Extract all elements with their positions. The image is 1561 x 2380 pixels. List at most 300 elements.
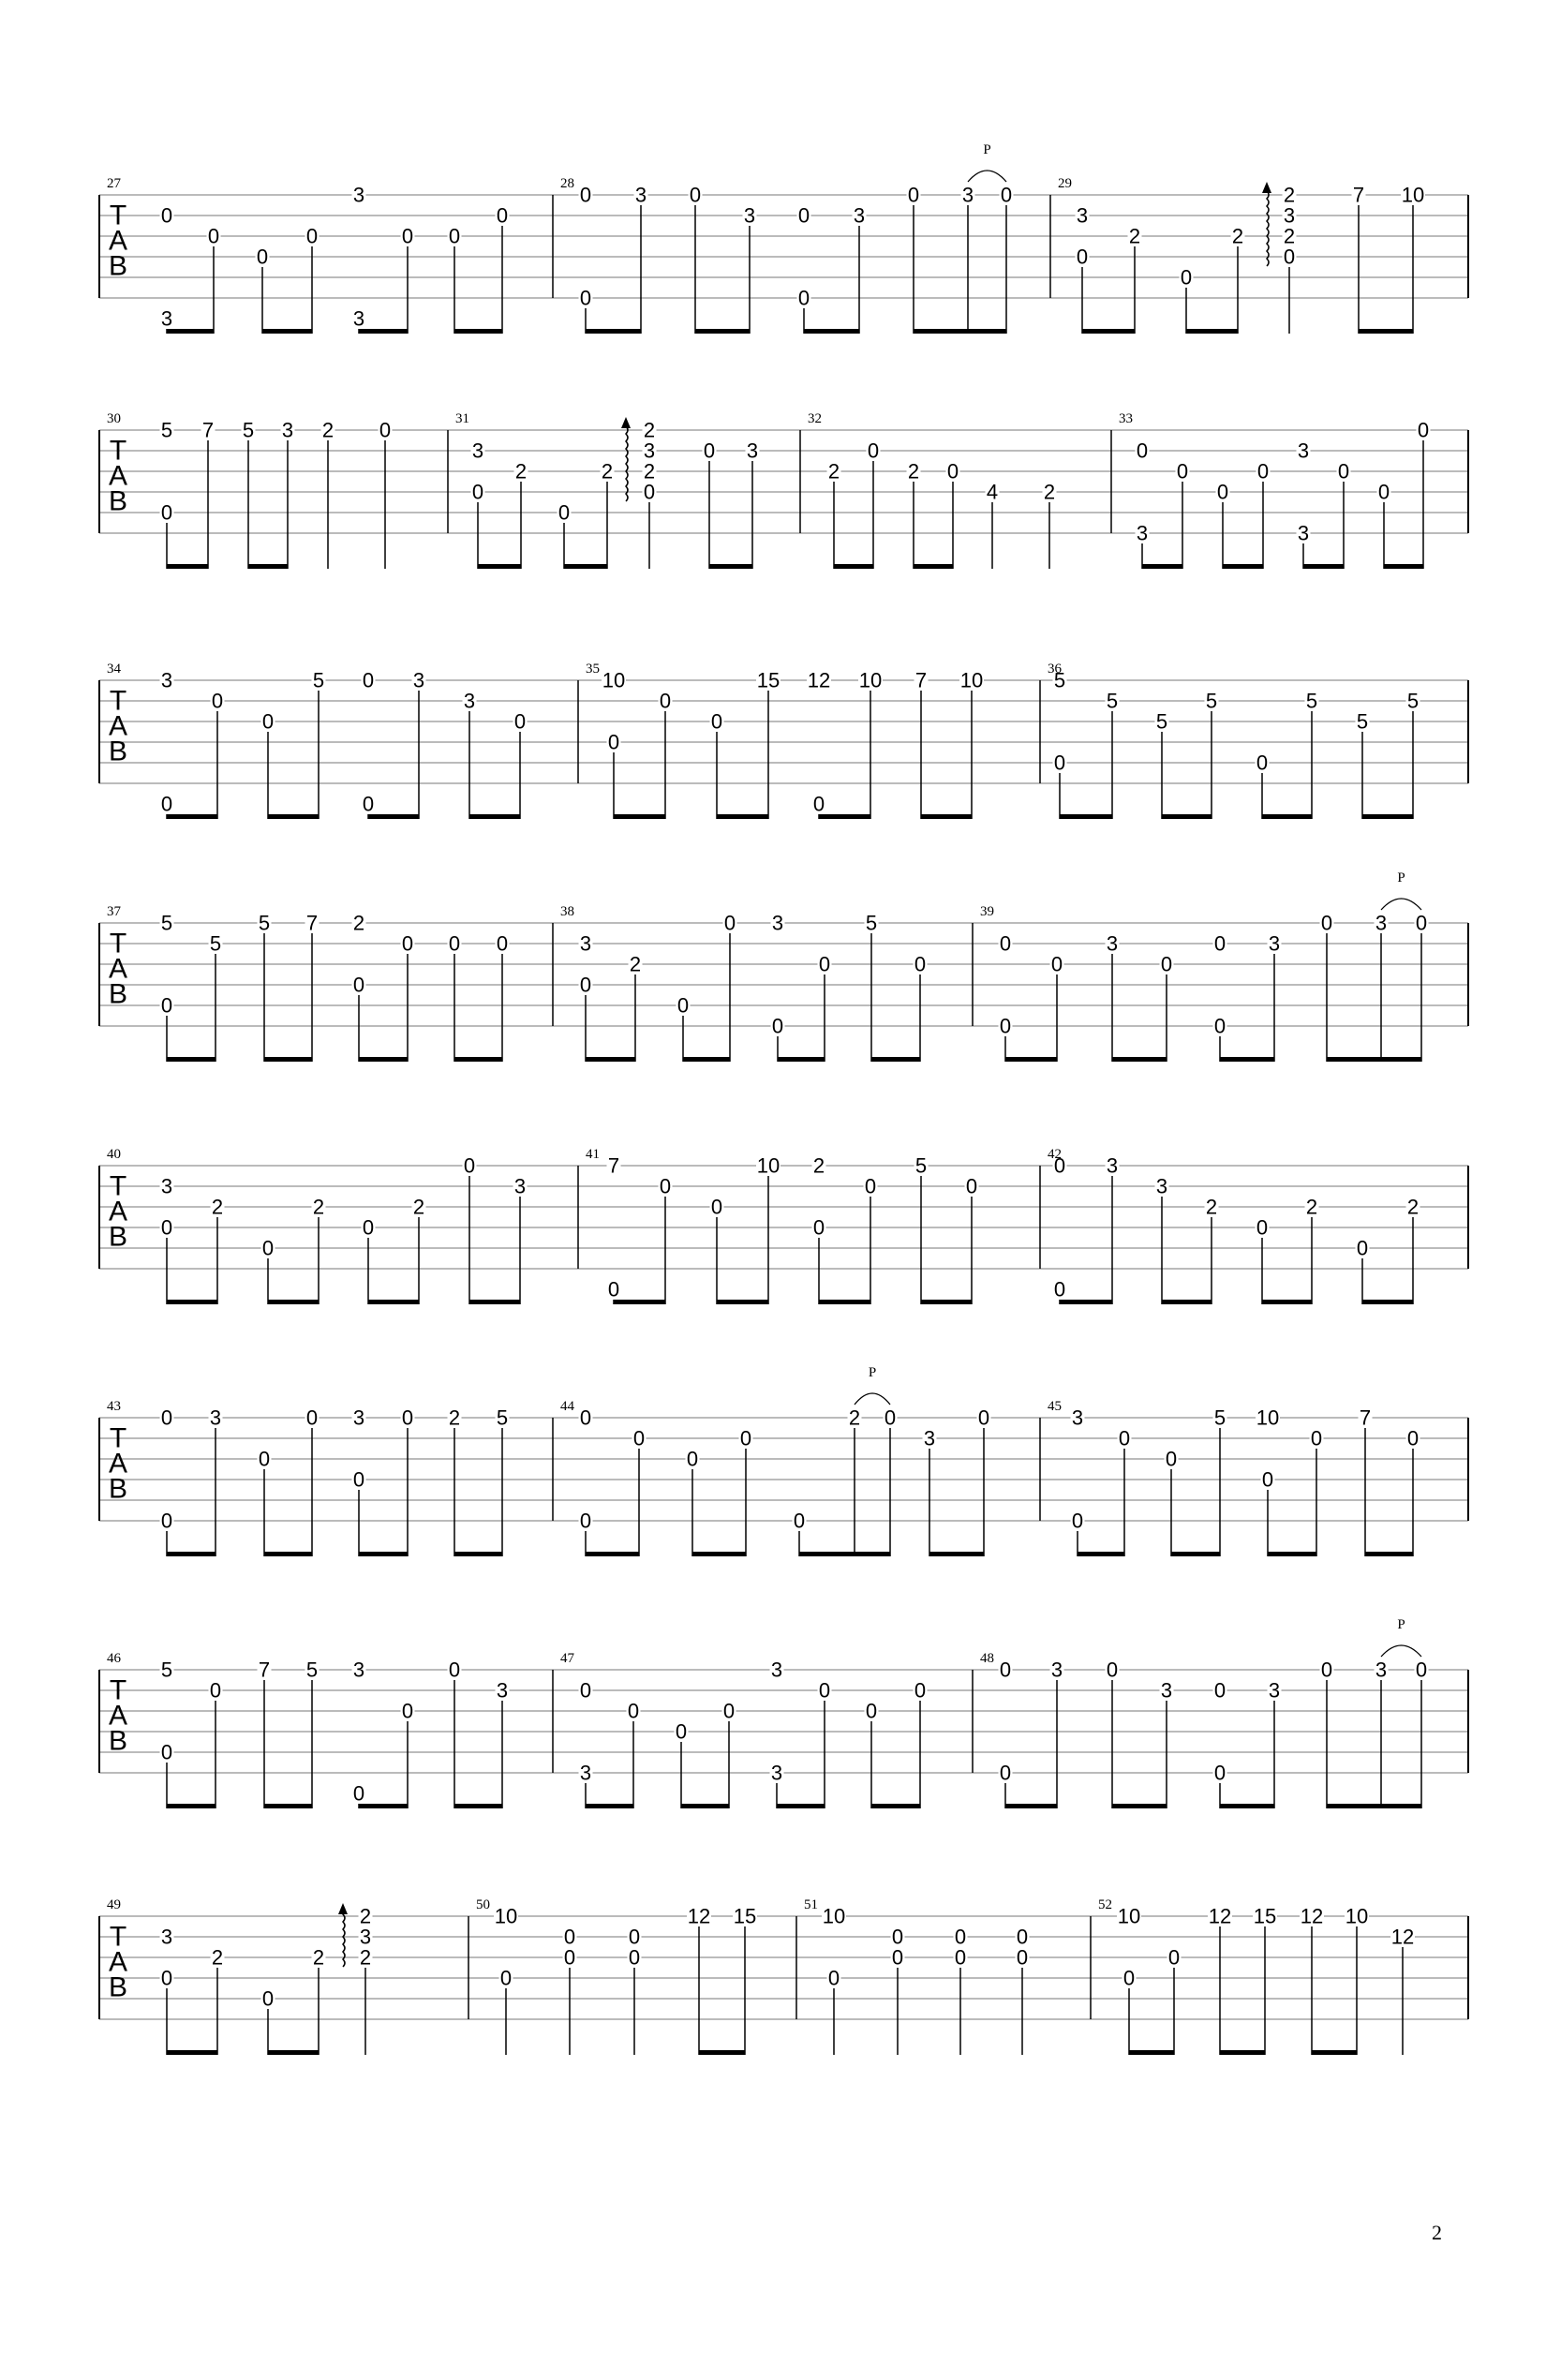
beam — [1112, 1804, 1167, 1808]
fret-number: 0 — [954, 1925, 967, 1949]
fret-number: 7 — [305, 911, 319, 935]
fret-number: 0 — [352, 1467, 365, 1492]
fret-number: 2 — [1205, 1195, 1218, 1219]
fret-number: 5 — [209, 931, 222, 956]
fret-number: 0 — [448, 931, 461, 956]
beam — [1078, 1552, 1124, 1556]
arpeggio-line — [626, 426, 628, 501]
fret-number: 0 — [812, 792, 825, 816]
fret-number: 0 — [579, 183, 592, 207]
tab-clef-letter: A — [108, 1448, 128, 1480]
fret-number: 0 — [1106, 1658, 1119, 1682]
fret-number: 0 — [818, 1678, 831, 1703]
fret-number: 0 — [362, 1215, 375, 1240]
tab-clef-letter: T — [109, 1170, 127, 1202]
beam — [929, 1552, 984, 1556]
tab-clef-letter: A — [108, 225, 128, 257]
fret-number: 0 — [607, 1277, 620, 1302]
tab-system — [99, 1908, 1468, 2055]
fret-number: 0 — [1071, 1509, 1084, 1533]
beam — [359, 1057, 408, 1062]
measure-number: 43 — [107, 1399, 121, 1414]
beam — [359, 1804, 408, 1808]
fret-number: 0 — [739, 1426, 752, 1450]
fret-number: 10 — [602, 668, 626, 692]
fret-number: 5 — [865, 911, 878, 935]
fret-number: 0 — [401, 224, 414, 248]
fret-number: 0 — [362, 668, 375, 692]
fret-number: 0 — [1122, 1966, 1136, 1990]
fret-number: 0 — [865, 1699, 878, 1723]
measure-number: 37 — [107, 904, 121, 919]
fret-number: 12 — [1300, 1904, 1324, 1928]
fret-number: 0 — [1053, 751, 1066, 775]
measure-number: 36 — [1048, 662, 1062, 677]
beam — [614, 814, 665, 819]
fret-number: 0 — [1356, 1236, 1369, 1260]
beam — [454, 1057, 502, 1062]
fret-number: 3 — [1155, 1174, 1168, 1198]
fret-number: 3 — [634, 183, 647, 207]
fret-number: 0 — [1216, 480, 1229, 504]
fret-number: 3 — [746, 439, 759, 463]
tab-clef-letter: B — [108, 978, 128, 1010]
tab-clef-letter: B — [108, 1725, 128, 1757]
fret-number: 4 — [986, 480, 999, 504]
fret-number: 0 — [160, 1406, 173, 1430]
fret-number: 0 — [710, 709, 723, 734]
fret-number: 10 — [756, 1153, 780, 1178]
beam — [1312, 2050, 1357, 2055]
tab-clef-letter: B — [108, 1971, 128, 2003]
beam — [1303, 564, 1344, 569]
measure-number: 49 — [107, 1897, 121, 1912]
beam — [167, 2050, 217, 2055]
pull-off-label: P — [868, 1365, 877, 1380]
fret-number: 2 — [827, 459, 840, 483]
beam — [1327, 1057, 1421, 1062]
fret-number: 0 — [160, 1215, 173, 1240]
fret-number: 0 — [160, 1509, 173, 1533]
beam — [1362, 1300, 1413, 1304]
fret-number: 0 — [864, 1174, 877, 1198]
measure-number: 47 — [560, 1651, 574, 1666]
fret-number: 5 — [1205, 689, 1218, 713]
fret-number: 2 — [848, 1406, 861, 1430]
fret-number: 7 — [1359, 1406, 1372, 1430]
fret-number: 2 — [1305, 1195, 1318, 1219]
tab-clef-letter: T — [109, 1674, 127, 1706]
beam — [717, 1300, 768, 1304]
measure-number: 28 — [560, 176, 574, 191]
tab-clef-letter: T — [109, 1921, 127, 1953]
fret-number: 0 — [579, 973, 592, 997]
fret-number: 5 — [1155, 709, 1168, 734]
fret-number: 0 — [160, 203, 173, 228]
fret-number: 2 — [211, 1195, 224, 1219]
fret-number: 3 — [1268, 931, 1281, 956]
fret-number: 3 — [1297, 521, 1310, 545]
beam — [368, 814, 419, 819]
beam — [264, 1804, 312, 1808]
fret-number: 0 — [907, 183, 920, 207]
measure-number: 39 — [980, 904, 994, 919]
beam — [804, 329, 859, 334]
fret-number: 0 — [607, 730, 620, 754]
fret-number: 15 — [756, 668, 780, 692]
measure-number: 48 — [980, 1651, 994, 1666]
beam — [699, 2050, 745, 2055]
fret-number: 3 — [1268, 1678, 1281, 1703]
measure-number: 45 — [1048, 1399, 1062, 1414]
fret-number: 0 — [1310, 1426, 1323, 1450]
beam — [614, 1300, 665, 1304]
fret-number: 0 — [1256, 459, 1270, 483]
fret-number: 0 — [256, 245, 269, 269]
fret-number: 0 — [1016, 1925, 1029, 1949]
beam — [454, 1804, 502, 1808]
fret-number: 3 — [1136, 521, 1149, 545]
fret-number: 5 — [1406, 689, 1420, 713]
beam — [359, 329, 408, 334]
beam — [359, 1552, 408, 1556]
beam — [262, 329, 312, 334]
measure-number: 29 — [1058, 176, 1072, 191]
fret-number: 3 — [1106, 931, 1119, 956]
fret-number: 10 — [858, 668, 883, 692]
fret-number: 0 — [579, 1678, 592, 1703]
fret-number: 12 — [687, 1904, 711, 1928]
fret-number: 3 — [359, 1925, 372, 1949]
fret-number: 2 — [312, 1945, 325, 1970]
beam — [1186, 329, 1238, 334]
fret-number: 3 — [1106, 1153, 1119, 1178]
beam — [586, 1552, 639, 1556]
fret-number: 0 — [999, 1761, 1012, 1785]
tab-clef-letter: B — [108, 1473, 128, 1505]
measure-number: 51 — [804, 1897, 818, 1912]
tab-clef-letter: A — [108, 953, 128, 985]
fret-number: 0 — [793, 1509, 806, 1533]
pull-off-label: P — [1397, 870, 1405, 885]
beam — [819, 1300, 870, 1304]
tab-clef-letter: A — [108, 710, 128, 742]
fret-number: 0 — [1016, 1945, 1029, 1970]
beam — [264, 1057, 312, 1062]
fret-number: 7 — [201, 418, 215, 442]
fret-number: 0 — [884, 1406, 897, 1430]
pull-off-label: P — [1397, 1617, 1405, 1632]
fret-number: 0 — [160, 993, 173, 1018]
fret-number: 0 — [211, 689, 224, 713]
beam — [695, 329, 750, 334]
beam — [1162, 814, 1212, 819]
fret-number: 3 — [579, 1761, 592, 1785]
beam — [819, 814, 870, 819]
arpeggio-arrow — [338, 1903, 348, 1914]
fret-number: 5 — [496, 1406, 509, 1430]
fret-number: 0 — [496, 203, 509, 228]
beam — [914, 564, 953, 569]
pull-off-slur — [968, 171, 1006, 182]
measure-number: 30 — [107, 411, 121, 426]
beam — [478, 564, 521, 569]
fret-number: 0 — [627, 1699, 640, 1723]
fret-number: 0 — [818, 952, 831, 976]
fret-number: 0 — [1377, 480, 1390, 504]
fret-number: 0 — [891, 1945, 904, 1970]
fret-number: 2 — [352, 911, 365, 935]
fret-number: 0 — [499, 1966, 513, 1990]
fret-number: 3 — [923, 1426, 936, 1450]
fret-number: 5 — [312, 668, 325, 692]
beam — [1359, 329, 1413, 334]
fret-number: 0 — [305, 224, 319, 248]
beam — [268, 2050, 319, 2055]
beam — [248, 564, 288, 569]
fret-number: 2 — [359, 1904, 372, 1928]
beam — [586, 329, 641, 334]
fret-number: 0 — [352, 1781, 365, 1806]
fret-number: 0 — [999, 931, 1012, 956]
fret-number: 0 — [209, 1678, 222, 1703]
fret-number: 3 — [496, 1678, 509, 1703]
fret-number: 0 — [812, 1215, 825, 1240]
fret-number: 0 — [1050, 952, 1063, 976]
fret-number: 2 — [359, 1945, 372, 1970]
fret-number: 0 — [723, 911, 736, 935]
fret-number: 3 — [579, 931, 592, 956]
beam — [1220, 2050, 1265, 2055]
fret-number: 5 — [242, 418, 255, 442]
fret-number: 0 — [1167, 1945, 1181, 1970]
fret-number: 0 — [1415, 1658, 1428, 1682]
fret-number: 0 — [1213, 931, 1226, 956]
fret-number: 5 — [1106, 689, 1119, 713]
beam — [1005, 1804, 1057, 1808]
beam — [368, 1300, 419, 1304]
fret-number: 0 — [1256, 751, 1269, 775]
fret-number: 0 — [305, 1406, 319, 1430]
fret-number: 10 — [1256, 1406, 1280, 1430]
fret-number: 0 — [471, 480, 484, 504]
beam — [1082, 329, 1135, 334]
fret-number: 3 — [853, 203, 866, 228]
tab-clef-letter: B — [108, 485, 128, 517]
fret-number: 0 — [1180, 265, 1193, 290]
measure-number: 50 — [476, 1897, 490, 1912]
fret-number: 5 — [258, 911, 271, 935]
fret-number: 2 — [321, 418, 334, 442]
fret-number: 0 — [1176, 459, 1189, 483]
pull-off-label: P — [983, 142, 991, 157]
fret-number: 7 — [258, 1658, 271, 1682]
fret-number: 5 — [1305, 689, 1318, 713]
beam — [454, 329, 502, 334]
beam — [871, 1804, 920, 1808]
fret-number: 2 — [412, 1195, 425, 1219]
tab-clef-letter: B — [108, 1221, 128, 1253]
fret-number: 2 — [601, 459, 614, 483]
fret-number: 5 — [914, 1153, 928, 1178]
fret-number: 10 — [1117, 1904, 1141, 1928]
fret-number: 0 — [1165, 1447, 1178, 1471]
fret-number: 0 — [686, 1447, 699, 1471]
beam — [914, 329, 1006, 334]
fret-number: 0 — [1076, 245, 1089, 269]
fret-number: 0 — [401, 1699, 414, 1723]
beam — [1327, 1804, 1421, 1808]
fret-number: 0 — [628, 1925, 641, 1949]
pull-off-slur — [1381, 899, 1421, 910]
fret-number: 0 — [891, 1925, 904, 1949]
measure-number: 38 — [560, 904, 574, 919]
fret-number: 0 — [643, 480, 656, 504]
fret-number: 0 — [1320, 1658, 1333, 1682]
fret-number: 0 — [448, 224, 461, 248]
fret-number: 0 — [722, 1699, 736, 1723]
beam — [1171, 1552, 1220, 1556]
beam — [1262, 814, 1312, 819]
beam — [1112, 1057, 1167, 1062]
fret-number: 0 — [579, 286, 592, 310]
beam — [1262, 1300, 1312, 1304]
beam — [871, 1057, 920, 1062]
beam — [586, 1804, 633, 1808]
fret-number: 0 — [946, 459, 959, 483]
fret-number: 2 — [1406, 1195, 1420, 1219]
measure-number: 31 — [455, 411, 469, 426]
tab-clef-letter: A — [108, 460, 128, 492]
beam — [921, 814, 972, 819]
measure-number: 34 — [107, 662, 121, 677]
beam — [1223, 564, 1263, 569]
fret-number: 10 — [822, 1904, 846, 1928]
beam — [1365, 1552, 1413, 1556]
fret-number: 0 — [1160, 952, 1173, 976]
fret-number: 0 — [563, 1945, 576, 1970]
tab-clef-letter: B — [108, 250, 128, 282]
fret-number: 0 — [401, 1406, 414, 1430]
beam — [268, 814, 319, 819]
beam — [1362, 814, 1413, 819]
fret-number: 0 — [513, 709, 527, 734]
beam — [799, 1552, 890, 1556]
fret-number: 0 — [1213, 1761, 1226, 1785]
fret-number: 0 — [771, 1014, 784, 1038]
fret-number: 2 — [448, 1406, 461, 1430]
beam — [167, 1804, 216, 1808]
fret-number: 0 — [1053, 1153, 1066, 1178]
pull-off-slur — [855, 1393, 890, 1405]
fret-number: 12 — [1390, 1925, 1415, 1949]
fret-number: 2 — [643, 418, 656, 442]
fret-number: 0 — [1213, 1678, 1226, 1703]
arpeggio-arrow — [1262, 182, 1271, 193]
page-number: 2 — [1432, 2221, 1442, 2244]
measure-number: 41 — [586, 1147, 600, 1162]
fret-number: 7 — [914, 668, 928, 692]
fret-number: 3 — [463, 689, 476, 713]
fret-number: 0 — [1053, 1277, 1066, 1302]
beam — [692, 1552, 746, 1556]
fret-number: 12 — [1208, 1904, 1232, 1928]
fret-number: 0 — [999, 1658, 1012, 1682]
fret-number: 0 — [914, 1678, 927, 1703]
fret-number: 0 — [1213, 1014, 1226, 1038]
beam — [1060, 814, 1112, 819]
fret-number: 10 — [959, 668, 984, 692]
fret-number: 3 — [1297, 439, 1310, 463]
fret-number: 0 — [160, 1966, 173, 1990]
tab-system — [99, 422, 1468, 569]
fret-number: 5 — [160, 1658, 173, 1682]
fret-number: 2 — [643, 459, 656, 483]
beam — [167, 1300, 217, 1304]
fret-number: 0 — [954, 1945, 967, 1970]
fret-number: 0 — [1417, 418, 1430, 442]
fret-number: 10 — [1401, 183, 1425, 207]
fret-number: 0 — [797, 286, 810, 310]
fret-number: 3 — [281, 418, 294, 442]
beam — [167, 329, 214, 334]
tab-clef-letter: A — [108, 1946, 128, 1978]
fret-number: 5 — [1356, 709, 1369, 734]
beam — [1142, 564, 1182, 569]
tab-clef-letter: B — [108, 736, 128, 767]
measure-number: 33 — [1119, 411, 1133, 426]
beam — [167, 1552, 216, 1556]
fret-number: 3 — [352, 1406, 365, 1430]
fret-number: 0 — [261, 1986, 275, 2011]
fret-number: 0 — [261, 1236, 275, 1260]
fret-number: 3 — [1375, 911, 1388, 935]
fret-number: 0 — [1415, 911, 1428, 935]
fret-number: 2 — [1043, 480, 1056, 504]
measure-number: 52 — [1098, 1897, 1112, 1912]
fret-number: 0 — [827, 1966, 840, 1990]
fret-number: 0 — [160, 500, 173, 525]
beam — [1005, 1057, 1057, 1062]
tab-clef-letter: A — [108, 1196, 128, 1227]
beam — [469, 1300, 520, 1304]
fret-number: 3 — [1375, 1658, 1388, 1682]
fret-number: 2 — [1283, 183, 1296, 207]
fret-number: 10 — [494, 1904, 518, 1928]
fret-number: 2 — [211, 1945, 224, 1970]
fret-number: 10 — [1345, 1904, 1369, 1928]
fret-number: 3 — [352, 306, 365, 331]
beam — [167, 564, 208, 569]
beam — [717, 814, 768, 819]
measure-number: 35 — [586, 662, 600, 677]
beam — [834, 564, 873, 569]
beam — [264, 1552, 312, 1556]
fret-number: 0 — [867, 439, 880, 463]
fret-number: 5 — [1053, 668, 1066, 692]
fret-number: 0 — [1261, 1467, 1274, 1492]
measure-number: 27 — [107, 176, 121, 191]
beam — [921, 1300, 972, 1304]
fret-number: 0 — [579, 1406, 592, 1430]
tab-clef-letter: T — [109, 200, 127, 231]
beam — [1268, 1552, 1316, 1556]
fret-number: 0 — [1000, 183, 1013, 207]
fret-number: 0 — [1320, 911, 1333, 935]
fret-number: 2 — [514, 459, 528, 483]
fret-number: 0 — [977, 1406, 990, 1430]
fret-number: 0 — [352, 973, 365, 997]
